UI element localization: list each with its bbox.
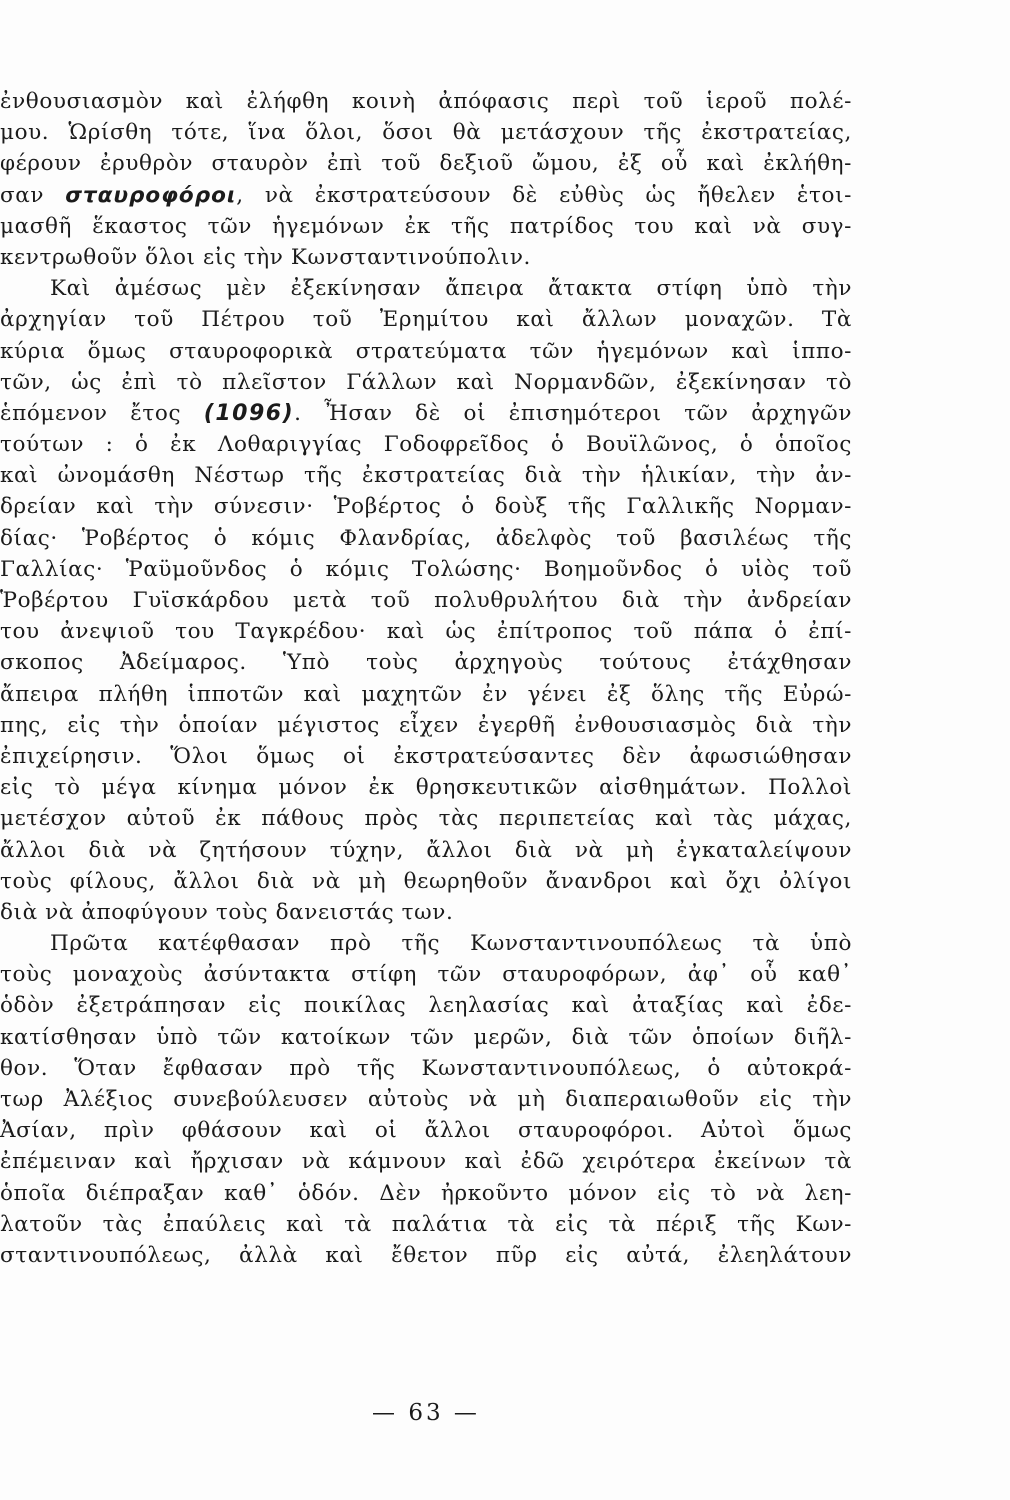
text-line: θον. Ὅταν ἔφθασαν πρὸ τῆς Κωνσταντινουπόλεως, ὁ αὐτοκρά- xyxy=(0,1055,852,1081)
text-line: δρείαν καὶ τὴν σύνεσιν· Ῥοβέρτος ὁ δοὺξ τῆς Γαλλικῆς Νορμαν- xyxy=(0,494,852,520)
text-line: τῶν, ὡς ἐπὶ τὸ πλεῖστον Γάλλων καὶ Νορμανδῶν, ἐξεκίνησαν τὸ xyxy=(0,369,852,395)
text-line: Ἀσίαν, πρὶν φθάσουν καὶ οἱ ἄλλοι σταυροφόροι. Αὐτοὶ ὅμως xyxy=(0,1118,852,1144)
text-line: μετέσχον αὐτοῦ ἐκ πάθους πρὸς τὰς περιπετείας καὶ τὰς μάχας, xyxy=(0,806,852,832)
year-mark: (1096) xyxy=(203,400,295,426)
text-line: ἐπέμειναν καὶ ἤρχισαν νὰ κάμνουν καὶ ἐδῶ χειρότερα ἐκείνων τὰ xyxy=(0,1149,852,1175)
text-line: ἐπιχείρησιν. Ὅλοι ὅμως οἱ ἐκστρατεύσαντες δὲν ἀφωσιώθησαν xyxy=(0,743,852,769)
text-line: σκοπος Ἀδείμαρος. Ὑπὸ τοὺς ἀρχηγοὺς τούτους ἐτάχθησαν xyxy=(0,650,852,676)
text-line: διὰ νὰ ἀποφύγουν τοὺς δανειστάς των. xyxy=(0,899,454,925)
emphasized-term: σταυροφόροι xyxy=(65,182,237,208)
text-line: ἐνθουσιασμὸν καὶ ἐλήφθη κοινὴ ἀπόφασις περὶ τοῦ ἱεροῦ πολέ- xyxy=(0,89,852,114)
text-fragment: . Ἦσαν δὲ οἱ ἐπισημότεροι τῶν ἀρχηγῶν xyxy=(294,400,852,426)
text-line: κύρια ὅμως σταυροφορικὰ στρατεύματα τῶν ἡγεμόνων καὶ ἱππο- xyxy=(0,338,852,364)
text-line: καὶ ὠνομάσθη Νέστωρ τῆς ἐκστρατείας διὰ τὴν ἡλικίαν, τὴν ἀν- xyxy=(0,463,852,489)
text-line: ἀρχηγίαν τοῦ Πέτρου τοῦ Ἐρημίτου καὶ ἄλλων μοναχῶν. Τὰ xyxy=(0,307,852,333)
paragraph-start-line: Καὶ ἀμέσως μὲν ἐξεκίνησαν ἄπειρα ἄτακτα στίφη ὑπὸ τὴν xyxy=(50,276,852,302)
text-line: τοὺς φίλους, ἄλλοι διὰ νὰ μὴ θεωρηθοῦν ἄνανδροι καὶ ὄχι ὀλίγοι xyxy=(0,868,852,894)
text-line: κεντρωθοῦν ὅλοι εἰς τὴν Κωνσταντινούπολιν. xyxy=(0,244,531,270)
text-line xyxy=(0,180,852,211)
text-line: κατίσθησαν ὑπὸ τῶν κατοίκων τῶν μερῶν, διὰ τῶν ὁποίων διῆλ- xyxy=(0,1024,852,1050)
text-line: μασθῆ ἕκαστος τῶν ἡγεμόνων ἐκ τῆς πατρίδος του καὶ νὰ συγ- xyxy=(0,213,852,239)
text-fragment: σαν xyxy=(0,182,66,208)
text-line: εἰς τὸ μέγα κίνημα μόνον ἐκ θρησκευτικῶν αἰσθημάτων. Πολλοὶ xyxy=(0,775,852,801)
text-line: του ἀνεψιοῦ του Ταγκρέδου· καὶ ὡς ἐπίτροπος τοῦ πάπα ὁ ἐπί- xyxy=(0,619,852,645)
text-line: σταντινουπόλεως, ἀλλὰ καὶ ἔθετον πῦρ εἰς αὐτά, ἐλεηλάτουν xyxy=(0,1242,852,1268)
text-line: πης, εἰς τὴν ὁποίαν μέγιστος εἶχεν ἐγερθῆ ἐνθουσιασμὸς διὰ τὴν xyxy=(0,712,852,738)
text-line: λατοῦν τὰς ἐπαύλεις καὶ τὰ παλάτια τὰ εἰς τὰ πέριξ τῆς Κων- xyxy=(0,1211,852,1237)
text-line: ὁδὸν ἐξετράπησαν εἰς ποικίλας λεηλασίας καὶ ἀταξίας καὶ ἐδε- xyxy=(0,993,852,1019)
text-fragment: , νὰ ἐκστρατεύσουν δὲ εὐθὺς ὡς ἤθελεν ἑτοι- xyxy=(236,182,852,208)
text-line: ἄλλοι διὰ νὰ ζητήσουν τύχην, ἄλλοι διὰ νὰ μὴ ἐγκαταλείψουν xyxy=(0,837,852,863)
text-line: ἄπειρα πλήθη ἱπποτῶν καὶ μαχητῶν ἐν γένει ἐξ ὅλης τῆς Εὐρώ- xyxy=(0,681,852,707)
text-line: ὁποῖα διέπραξαν καθ᾽ ὁδόν. Δὲν ἠρκοῦντο μόνον εἰς τὸ νὰ λεη- xyxy=(0,1180,852,1206)
text-line: Ῥοβέρτου Γυϊσκάρδου μετὰ τοῦ πολυθρυλήτου διὰ τὴν ἀνδρείαν xyxy=(0,588,852,613)
text-fragment: ἑπόμενον ἔτος xyxy=(0,400,204,426)
text-line: φέρουν ἐρυθρὸν σταυρὸν ἐπὶ τοῦ δεξιοῦ ὤμου, ἐξ οὗ καὶ ἐκλήθη- xyxy=(0,151,852,177)
page-number: — 63 — xyxy=(372,1400,480,1426)
body-text xyxy=(0,86,852,1271)
text-line: τωρ Ἀλέξιος συνεβούλευσεν αὐτοὺς νὰ μὴ διαπεραιωθοῦν εἰς τὴν xyxy=(0,1087,852,1112)
text-line: τοὺς μοναχοὺς ἀσύντακτα στίφη τῶν σταυροφόρων, ἀφ᾽ οὗ καθ᾽ xyxy=(0,962,852,988)
text-line: δίας· Ῥοβέρτος ὁ κόμις Φλανδρίας, ἀδελφὸς τοῦ βασιλέως τῆς xyxy=(0,525,852,551)
text-line xyxy=(0,398,852,429)
text-line: μου. Ὡρίσθη τότε, ἵνα ὅλοι, ὅσοι θὰ μετάσχουν τῆς ἐκστρατείας, xyxy=(0,120,852,146)
text-line: Γαλλίας· Ῥαϋμοῦνδος ὁ κόμις Τολώσης· Βοημοῦνδος ὁ υἱὸς τοῦ xyxy=(0,556,852,582)
text-line: τούτων : ὁ ἐκ Λοθαριγγίας Γοδοφρεῖδος ὁ Βουϊλῶνος, ὁ ὁποῖος xyxy=(0,432,852,458)
paragraph-start-line: Πρῶτα κατέφθασαν πρὸ τῆς Κωνσταντινουπόλεως τὰ ὑπὸ xyxy=(50,931,852,957)
